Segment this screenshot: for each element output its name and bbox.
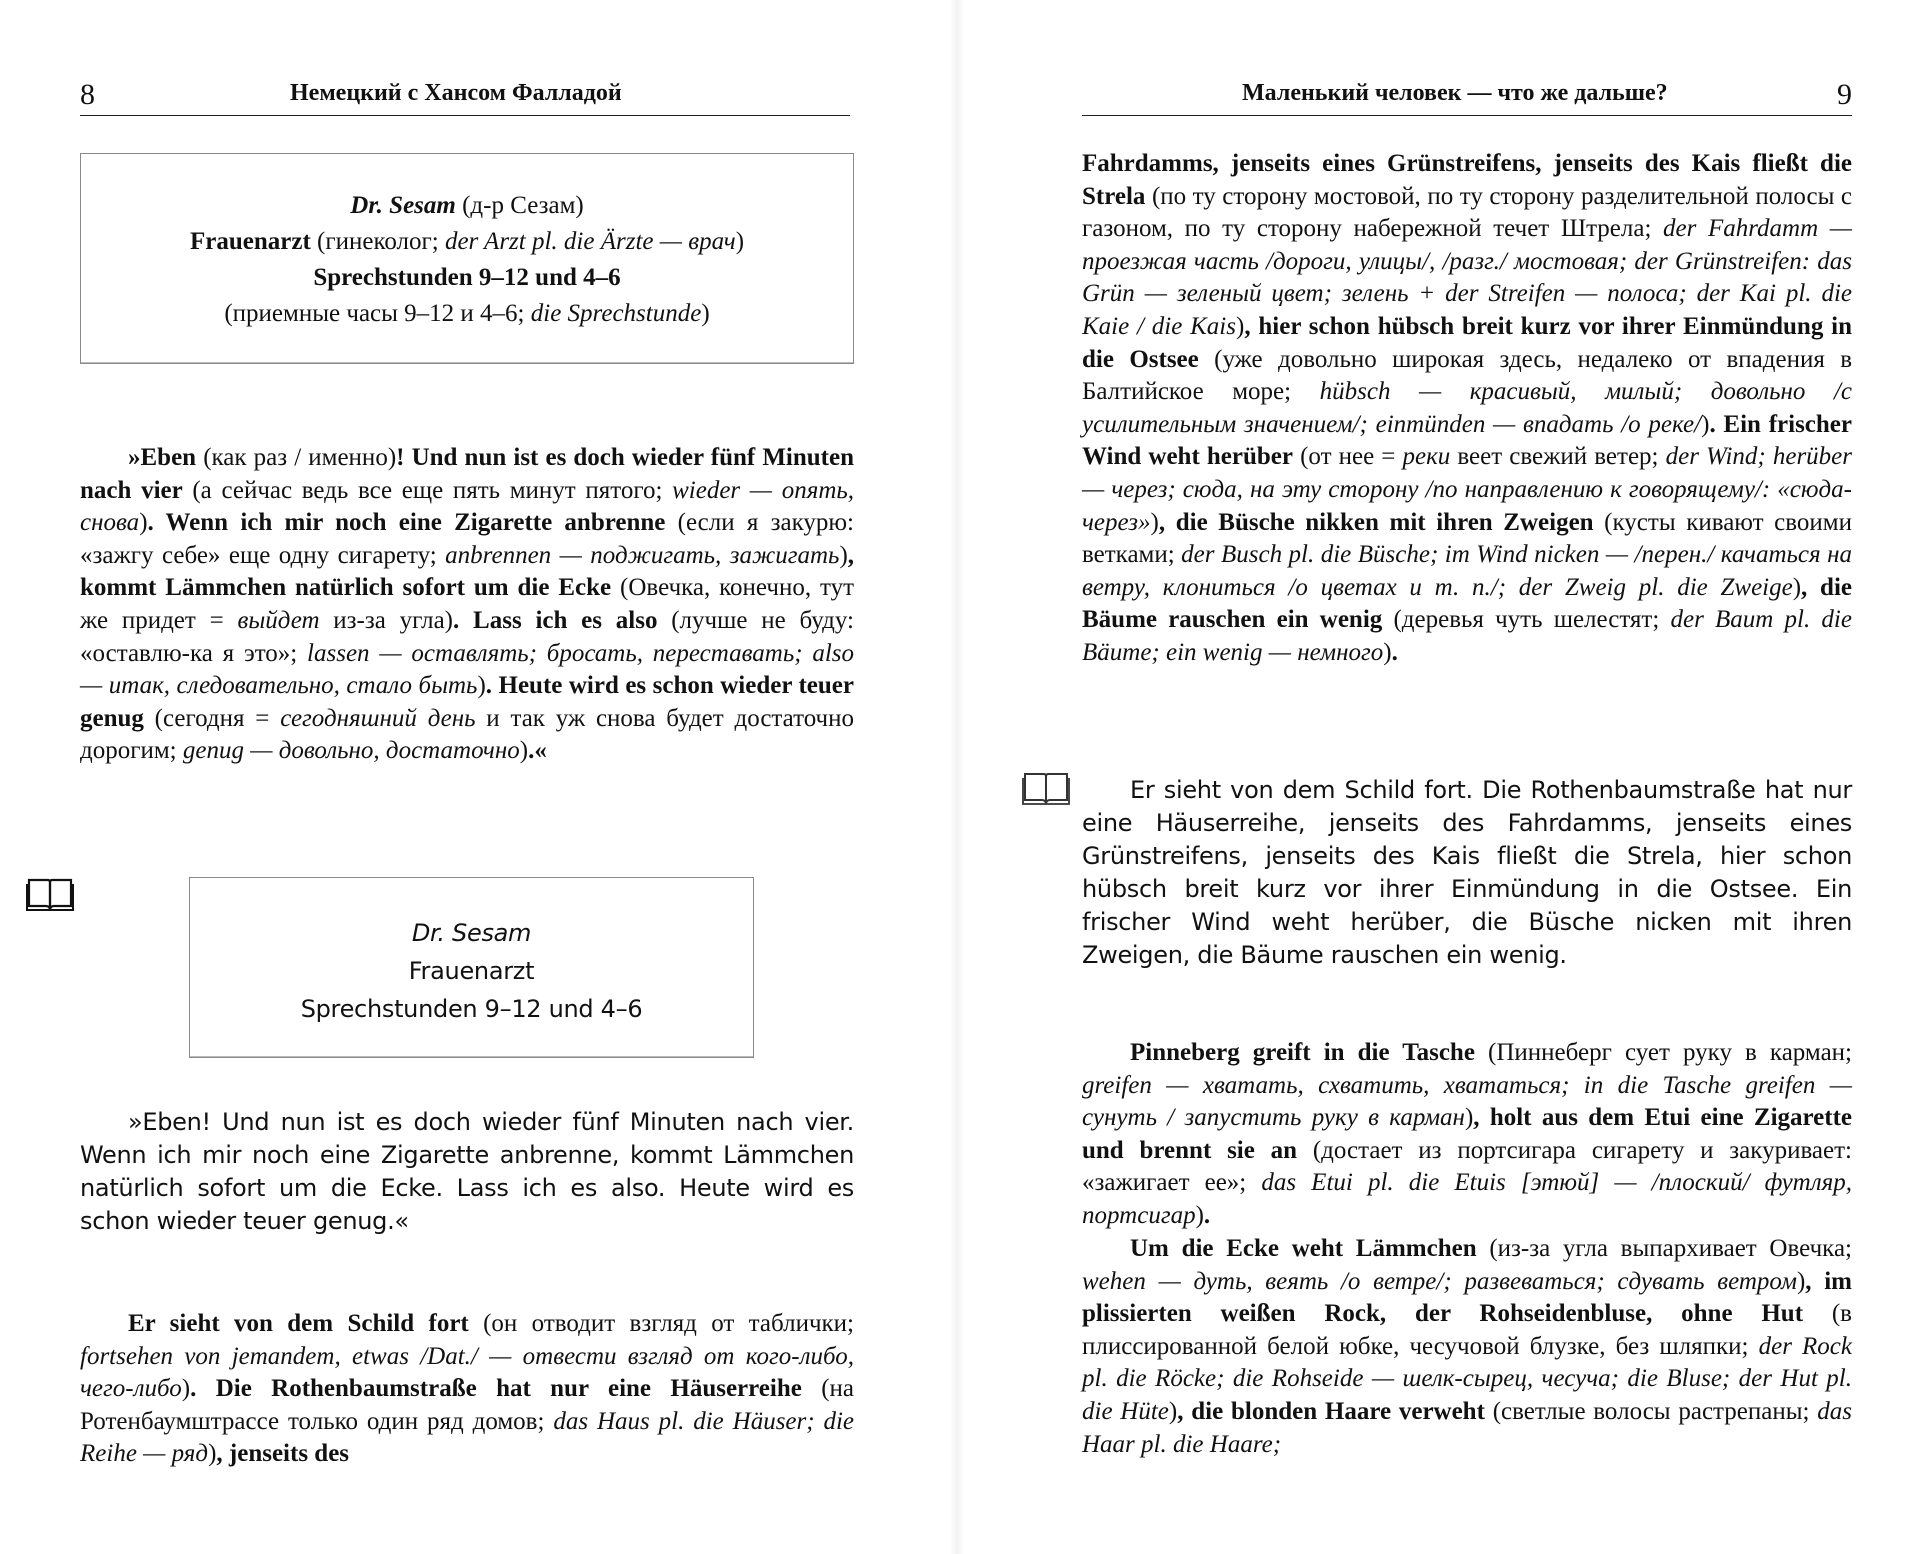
annotated-sign-box [80,153,854,364]
annotated-paragraph-1: »Eben (как раз / именно)! Und nun ist es doch wieder fünf Minuten nach vier (а сейчас ведь все еще пять минут пятого; wieder — опять, снова). Wenn ich mir noch eine Zigarette anbrenne (если я закурю: «зажгу себе» еще одну сигарету; anbrennen — поджигать, зажигать), kommt Lämmchen natürlich sofort um die Ecke (Овечка, конечно, тут же придет = выйдет из-за угла). Lass ich es also (лучше не буду: «оставлю-ка я это»; lassen — оставлять; бросать, переставать; also — итак, следовательно, стало быть). Heute wird es schon wieder teuer genug (сегодня = сегодняшний день и так уж снова будет достаточно дорогим; genug — довольно, достаточно).« [80,444,855,765]
right-running-head [1082,78,1852,116]
left-page [0,0,956,1554]
left-head-rule [80,115,850,116]
open-book-icon [1022,770,1070,806]
annotated-paragraph-5: Um die Ecke weht Lämmchen (из-за угла выпархивает Овечка; wehen — дуть, веять /о ветре/; развеваться; сдувать ветром), im plissierten weißen Rock, der Rohseidenbluse, ohne Hut (в плиссированной белой юбке, чесучовой блузке, без шляпки; der Rock pl. die Röcke; die Rohseide — шелк-сырец, чесуча; die Bluse; der Hut pl. die Hüte), die blonden Haare verweht (светлые волосы растрепаны; das Haar pl. die Haare; [1082,1235,1852,1458]
original-sign-line-3: Sprechstunden 9–12 und 4–6 [300,995,643,1023]
right-running-title: Маленький человек — что же дальше? [1242,80,1668,106]
original-sign-box [189,877,754,1058]
left-page-number: 8 [80,78,95,111]
left-running-head [80,78,850,116]
annotated-paragraph-2: Er sieht von dem Schild fort (он отводит взгляд от таблички; fortsehen von jemandem, etwas /Dat./ — отвести взгляд от кого-либо, чего-либо). Die Rothenbaumstraße hat nur eine Häuserreihe (на Ротенбаумштрассе только один ряд домов; das Haus pl. die Häuser; die Reihe — ряд), jenseits des [80,1310,855,1468]
annotated-sign-line-1: Dr. Sesam (д-р Сезам) [350,192,584,219]
annotated-paragraph-3: Fahrdamms, jenseits eines Grünstreifens, jenseits des Kais fließt die Strela (по ту сторону мостовой, по ту сторону разделительной полосы с газоном, по ту сторону набережной течет Штрела; der Fahrdamm — проезжая часть /дороги, улицы/, /разг./ мостовая; der Grünstreifen: das Grün — зеленый цвет; зелень + der Streifen — полоса; der Kai pl. die Kaie / die Kais), hier schon hübsch breit kurz vor ihrer Einmündung in die Ostsee (уже довольно широкая здесь, недалеко от впадения в Балтийское море; hübsch — красивый, милый; довольно /с усилительным значением/; einmünden — впадать /о реке/). Ein frischer Wind weht herüber (от нее = реки веет свежий ветер; der Wind; herüber — через; сюда, на эту сторону /по направлению к говорящему/: «сюда-через»), die Büsche nikken mit ihren Zweigen (кусты кивают своими ветками; der Busch pl. die Büsche; im Wind nicken — /перен./ качаться на ветру, клониться /о цветах и т. п./; der Zweig pl. die Zweige), die Bäume rauschen ein wenig (деревья чуть шелестят; der Baum pl. die Bäume; ein wenig — немного). [1082,150,1852,666]
open-book-icon [26,876,74,912]
annotated-paragraph-4: Pinneberg greift in die Tasche (Пиннеберг сует руку в карман; greifen — хватать, схватить, хвататься; in die Tasche greifen — сунуть / запустить руку в карман), holt aus dem Etui eine Zigarette und brennt sie an (достает из портсигара сигарету и закуривает: «зажигает ее»; das Etui pl. die Etuis [этюй] — /плоский/ футляр, портсигар). [1082,1039,1852,1229]
annotated-sign-line-3: Sprechstunden 9–12 und 4–6 [313,264,621,291]
right-page [956,0,1913,1554]
original-text-2: Er sieht von dem Schild fort. Die Rothenbaumstraße hat nur eine Häuserreihe, jenseits des Fahrdamms, jenseits eines Grünstreifens, jenseits des Kais fließt die Strela, hier schon hübsch breit kurz vor ihrer Einmündung in die Ostsee. Ein frischer Wind weht herüber, die Büsche nicken mit ihren Zweigen, die Bäume rauschen ein wenig. [1082,776,1852,969]
left-running-title: Немецкий с Хансом Фалладой [290,80,622,106]
original-sign-line-2: Frauenarzt [408,957,535,985]
annotated-sign-line-2: Frauenarzt (гинеколог; der Arzt pl. die Ärzte — врач) [189,228,745,255]
right-page-number: 9 [1837,78,1852,111]
original-sign-line-1: Dr. Sesam [411,919,532,947]
annotated-sign-line-4: (приемные часы 9–12 и 4–6; die Sprechstunde) [224,300,710,327]
original-text-1: »Eben! Und nun ist es doch wieder fünf Minuten nach vier. Wenn ich mir noch eine Zigarette anbrenne, kommt Lämmchen natürlich sofort um die Ecke. Lass ich es also. Heute wird es schon wieder teuer genug.« [80,1108,854,1235]
right-head-rule [1082,115,1852,116]
